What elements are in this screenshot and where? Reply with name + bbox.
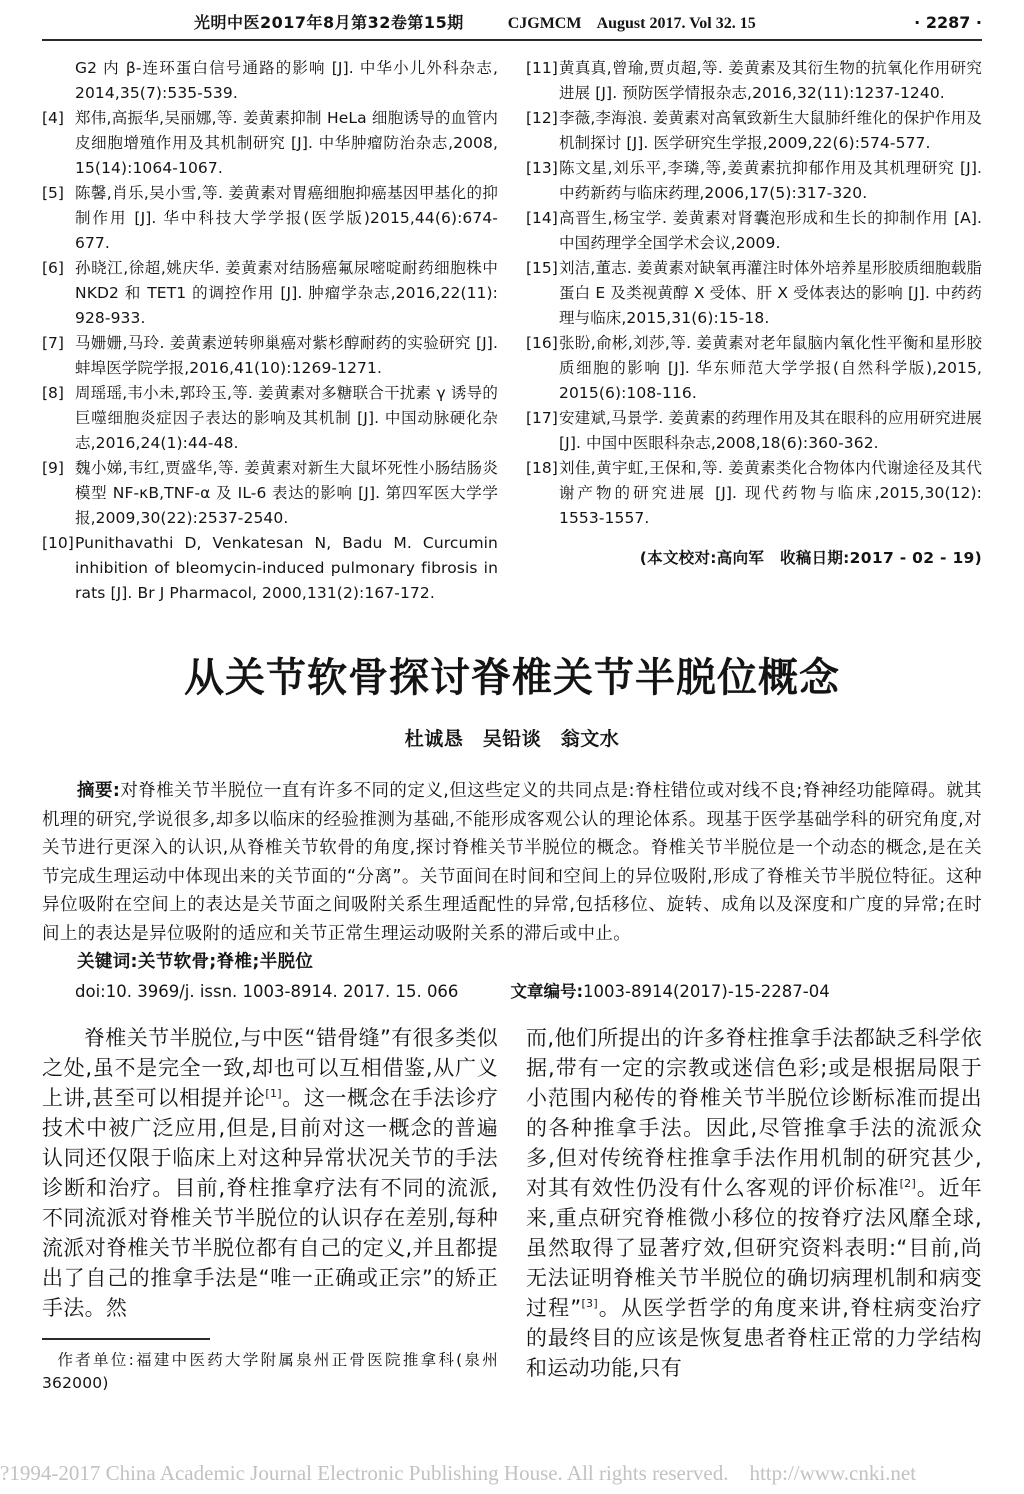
reference-text: 刘佳,黄宇虹,王保和,等. 姜黄素类化合物体内代谢途径及其代谢产物的研究进展 [J]. 现代药物与临床,2015,30(12): 1553-1557.	[559, 459, 982, 527]
reference-text: 郑伟,高振华,吴丽娜,等. 姜黄素抑制 HeLa 细胞诱导的血管内皮细胞增殖作用及其机制研究 [J]. 中华肿瘤防治杂志,2008, 15(14):1064-1067.	[75, 109, 498, 177]
reference-text: G2 内 β-连环蛋白信号通路的影响 [J]. 中华小儿外科杂志, 2014,35(7):535-539.	[75, 59, 498, 102]
article-title: 从关节软骨探讨脊椎关节半脱位概念	[184, 655, 840, 701]
reference-number: [5]	[42, 184, 64, 202]
reference-number: [9]	[42, 459, 64, 477]
reference-item	[526, 456, 982, 531]
keywords-label: 关键词:	[77, 952, 138, 972]
reference-item	[42, 106, 498, 181]
abstract-label: 摘要:	[77, 781, 121, 801]
proofread-note: (本文校对:高向军 收稿日期:2017 - 02 - 19)	[639, 549, 982, 567]
reference-item	[42, 331, 498, 381]
references-right-list	[526, 56, 982, 531]
reference-number: [13]	[526, 159, 558, 177]
body-paragraph-left: 脊椎关节半脱位,与中医“错骨缝”有很多类似之处,虽不是完全一致,却也可以互相借鉴,从广义上讲,甚至可以相提并论[1]。这一概念在手法诊疗技术中被广泛应用,但是,目前对这一概念的普遍认同还仅限于临床上对这种异常状况关节的手法诊断和治疗。目前,脊柱推拿疗法有不同的流派,不同流派对脊椎关节半脱位的认识存在差别,每种流派对脊椎关节半脱位都有自己的定义,并且都提出了自己的推拿手法是“唯一正确或正宗”的矫正手法。然	[42, 1025, 498, 1320]
journal-title-en: CJGMCM August 2017. Vol 32. 15	[507, 15, 756, 32]
page-header	[0, 0, 1024, 33]
reference-item	[526, 331, 982, 406]
article-number: 1003-8914(2017)-15-2287-04	[583, 981, 830, 1001]
references-right-column	[526, 56, 982, 606]
reference-number	[42, 56, 75, 106]
reference-item	[526, 256, 982, 331]
reference-text: 马姗姗,马玲. 姜黄素逆转卵巢癌对紫杉醇耐药的实验研究 [J]. 蚌埠医学院学报,2016,41(10):1269-1271.	[75, 334, 498, 377]
reference-number: [11]	[526, 59, 558, 77]
reference-number: [10]	[42, 534, 74, 552]
reference-text: 张盼,俞彬,刘莎,等. 姜黄素对老年鼠脑内氧化性平衡和星形胶质细胞的影响 [J]. 华东师范大学学报(自然科学版),2015, 2015(6):108-116.	[559, 334, 982, 402]
reference-item	[526, 206, 982, 256]
article-body	[0, 1007, 1024, 1395]
keywords-text: 关节软骨;脊椎;半脱位	[137, 952, 314, 972]
reference-number: [14]	[526, 209, 558, 227]
footnote-rule	[42, 1338, 210, 1340]
body-paragraph-right: 而,他们所提出的许多脊柱推拿手法都缺乏科学依据,带有一定的宗教或迷信色彩;或是根据局限于小范围内秘传的脊椎关节半脱位诊断标准而提出的各种推拿手法。因此,尽管推拿手法的流派众多,但对传统脊柱推拿手法作用机制的研究甚少,对其有效性仍没有什么客观的评价标准[2]。近年来,重点研究脊椎微小移位的按脊疗法风靡全球,虽然取得了显著疗效,但研究资料表明:“目前,尚无法证明脊椎关节半脱位的确切病理机制和病变过程”[3]。从医学哲学的角度来讲,脊柱病变治疗的最终目的应该是恢复患者脊柱正常的力学结构和运动功能,只有	[526, 1025, 983, 1380]
reference-item	[42, 181, 498, 256]
reference-number: [17]	[526, 409, 558, 427]
reference-item	[42, 256, 498, 331]
reference-number: [12]	[526, 109, 558, 127]
citation-superscript: [1]	[265, 1086, 282, 1100]
reference-item	[526, 406, 982, 456]
reference-text: 高晋生,杨宝学. 姜黄素对肾囊泡形成和生长的抑制作用 [A]. 中国药理学全国学术会议,2009.	[559, 209, 982, 252]
reference-item	[42, 381, 498, 456]
body-left-column	[42, 1023, 498, 1395]
reference-item	[526, 106, 982, 156]
article-authors: 杜诚恳 吴铅谈 翁文水	[404, 728, 620, 750]
reference-number: [7]	[42, 334, 64, 352]
keywords-line	[42, 948, 982, 977]
reference-item	[42, 56, 498, 106]
references-left-column	[42, 56, 498, 606]
abstract-text: 对脊椎关节半脱位一直有许多不同的定义,但这些定义的共同点是:脊柱错位或对线不良;脊神经功能障碍。就其机理的研究,学说很多,却多以临床的经验推测为基础,不能形成客观公认的理论体系。现基于医学基础学科的研究角度,对关节进行更深入的认识,从脊椎关节软骨的角度,探讨脊椎关节半脱位的概念。脊椎关节半脱位是一个动态的概念,是在关节完成生理运动中体现出来的关节面的“分离”。关节面间在时间和空间上的异位吸附,形成了脊椎关节半脱位特征。这种异位吸附在空间上的表达是关节面之间吸附关系生理适配性的异常,包括移位、旋转、成角以及深度和广度的异常;在时间上的表达是异位吸附的适应和关节正常生理运动吸附关系的滞后或中止。	[42, 781, 982, 944]
reference-number: [6]	[42, 259, 64, 277]
reference-text: 黄真真,曾瑜,贾贞超,等. 姜黄素及其衍生物的抗氧化作用研究进展 [J]. 预防医学情报杂志,2016,32(11):1237-1240.	[559, 59, 982, 102]
reference-item	[42, 456, 498, 531]
page-number: · 2287 ·	[914, 13, 982, 32]
reference-number: [15]	[526, 259, 558, 277]
reference-text: 陈文星,刘乐平,李璘,等,姜黄素抗抑郁作用及其机理研究 [J]. 中药新药与临床药理,2006,17(5):317-320.	[559, 159, 982, 202]
reference-text: 陈馨,肖乐,吴小雪,等. 姜黄素对胃癌细胞抑癌基因甲基化的抑制作用 [J]. 华中科技大学学报(医学版)2015,44(6):674-677.	[75, 184, 498, 252]
citation-superscript: [2]	[899, 1176, 917, 1190]
reference-item	[42, 531, 498, 606]
footnote-affiliation: 作者单位:福建中医药大学附属泉州正骨医院推拿科(泉州 362000)	[42, 1350, 498, 1392]
references-left-list	[42, 56, 498, 606]
reference-number: [4]	[42, 109, 64, 127]
reference-number: [18]	[526, 459, 558, 477]
doi-line	[42, 977, 982, 1007]
reference-text: 安建斌,马景学. 姜黄素的药理作用及其在眼科的应用研究进展 [J]. 中国中医眼科杂志,2008,18(6):360-362.	[559, 409, 982, 452]
abstract-paragraph	[42, 777, 982, 948]
cnki-watermark: ?1994-2017 China Academic Journal Electronic Publishing House. All rights reserved. http://www.cnki.net	[0, 1461, 917, 1485]
reference-number: [16]	[526, 334, 558, 352]
citation-superscript: [3]	[581, 1296, 598, 1310]
reference-number: [8]	[42, 384, 64, 402]
reference-text: 周瑶瑶,韦小未,郭玲玉,等. 姜黄素对多糖联合干扰素 γ 诱导的巨噬细胞炎症因子表达的影响及其机制 [J]. 中国动脉硬化杂志,2016,24(1):44-48.	[75, 384, 498, 452]
body-right-column	[526, 1023, 982, 1395]
reference-text: Punithavathi D, Venkatesan N, Badu M. Curcumin inhibition of bleomycin-induced pulmonary fibrosis in rats [J]. Br J Pharmacol, 2000,131(2):167-172.	[75, 534, 498, 602]
reference-text: 魏小娣,韦红,贾盛华,等. 姜黄素对新生大鼠坏死性小肠结肠炎模型 NF-κB,TNF-α 及 IL-6 表达的影响 [J]. 第四军医大学学报,2009,30(22):2537-2540.	[75, 459, 498, 527]
reference-item	[526, 156, 982, 206]
article-number-label: 文章编号:	[510, 981, 584, 1001]
doi-text: doi:10. 3969/j. issn. 1003-8914. 2017. 15. 066	[75, 981, 459, 1001]
journal-title-cn: 光明中医2017年8月第32卷第15期	[194, 13, 464, 32]
reference-text: 孙晓江,徐超,姚庆华. 姜黄素对结肠癌氟尿嘧啶耐药细胞株中 NKD2 和 TET1 的调控作用 [J]. 肿瘤学杂志,2016,22(11): 928-933.	[75, 259, 498, 327]
references-section	[0, 41, 1024, 606]
reference-text: 李薇,李海浪. 姜黄素对高氧致新生大鼠肺纤维化的保护作用及机制探讨 [J]. 医学研究生学报,2009,22(6):574-577.	[559, 109, 982, 152]
reference-text: 刘洁,董志. 姜黄素对缺氧再灌注时体外培养星形胶质细胞载脂蛋白 E 及类视黄醇 X 受体、肝 X 受体表达的影响 [J]. 中药药理与临床,2015,31(6):15-18.	[559, 259, 982, 327]
reference-item	[526, 56, 982, 106]
